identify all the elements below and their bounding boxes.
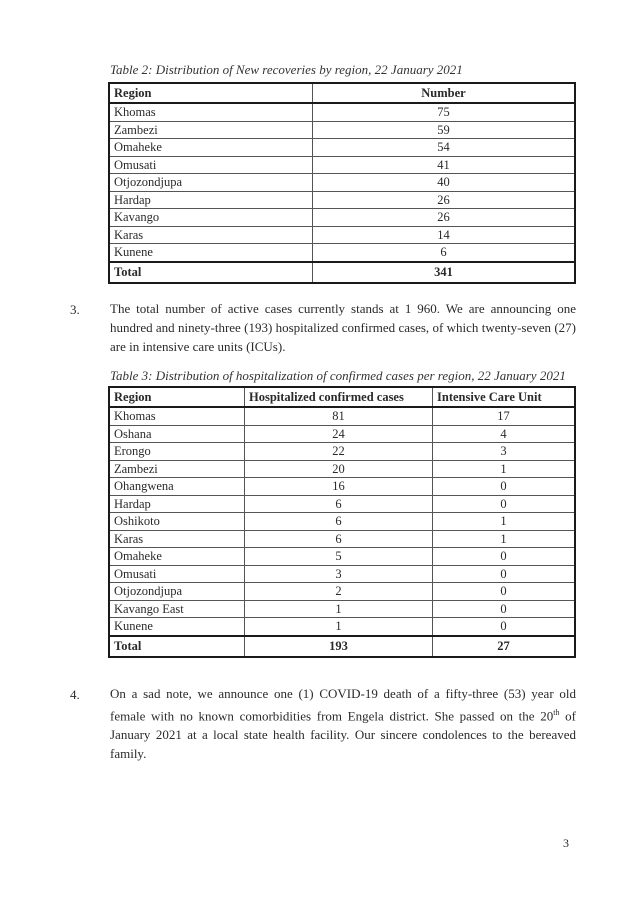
region-cell: Otjozondjupa	[109, 583, 245, 601]
region-cell: Kavango	[109, 209, 313, 227]
table2-header-number: Number	[313, 83, 576, 103]
value-cell: 1	[245, 600, 433, 618]
value-cell: 1	[433, 513, 576, 531]
para4-text	[110, 684, 576, 763]
table2-recoveries	[108, 82, 576, 284]
table-row	[109, 174, 575, 192]
value-cell: 1	[433, 460, 576, 478]
value-cell: 41	[313, 156, 576, 174]
value-cell: 24	[245, 425, 433, 443]
total-label: Total	[109, 262, 313, 283]
table-row	[109, 478, 575, 496]
table-row	[109, 530, 575, 548]
table-row	[109, 244, 575, 262]
table-row	[109, 460, 575, 478]
region-cell: Erongo	[109, 443, 245, 461]
region-cell: Khomas	[109, 103, 313, 121]
para3-text: The total number of active cases currently stands at 1 960. We are announcing one hundred and ninety-three (193) hospitalized confirmed cases, of which twenty-seven (27) are in intensive care units (ICUs).	[110, 301, 576, 354]
para4-number: 4.	[70, 687, 80, 702]
region-cell: Omaheke	[109, 548, 245, 566]
table-row	[109, 407, 575, 425]
region-cell: Karas	[109, 226, 313, 244]
value-cell: 1	[245, 618, 433, 636]
table-row	[109, 156, 575, 174]
value-cell: 75	[313, 103, 576, 121]
region-cell: Ohangwena	[109, 478, 245, 496]
para4-text-b: of January 2021 at a local state health facility. Our sincere condolences to the bereaved family.	[110, 708, 576, 762]
region-cell: Oshikoto	[109, 513, 245, 531]
region-cell: Otjozondjupa	[109, 174, 313, 192]
value-cell: 0	[433, 618, 576, 636]
table-row	[109, 600, 575, 618]
value-cell: 26	[313, 191, 576, 209]
value-cell: 5	[245, 548, 433, 566]
value-cell: 4	[433, 425, 576, 443]
value-cell: 2	[245, 583, 433, 601]
total-label: Total	[109, 636, 245, 657]
table3-header-hospitalized: Hospitalized confirmed cases	[245, 387, 433, 407]
value-cell: 6	[245, 495, 433, 513]
value-cell: 6	[245, 530, 433, 548]
value-cell: 0	[433, 495, 576, 513]
total-value: 27	[433, 636, 576, 657]
region-cell: Omaheke	[109, 139, 313, 157]
value-cell: 0	[433, 478, 576, 496]
table2-caption: Table 2: Distribution of New recoveries by region, 22 January 2021	[110, 62, 463, 77]
value-cell: 26	[313, 209, 576, 227]
value-cell: 3	[245, 565, 433, 583]
table-row	[109, 513, 575, 531]
value-cell: 81	[245, 407, 433, 425]
table-row	[109, 548, 575, 566]
para4-text-a: On a sad note, we announce one (1) COVID-19 death of a fifty-three (53) year old female with no known comorbidities from Engela district. She passed on the 20	[110, 686, 576, 724]
table3-header-region: Region	[109, 387, 245, 407]
table3-hospitalization	[108, 386, 576, 658]
value-cell: 0	[433, 600, 576, 618]
value-cell: 40	[313, 174, 576, 192]
region-cell: Oshana	[109, 425, 245, 443]
table2-header-region: Region	[109, 83, 313, 103]
table-row	[109, 209, 575, 227]
value-cell: 20	[245, 460, 433, 478]
region-cell: Kavango East	[109, 600, 245, 618]
value-cell: 0	[433, 565, 576, 583]
table-row	[109, 618, 575, 636]
table3-header-icu: Intensive Care Unit	[433, 387, 576, 407]
table-row	[109, 103, 575, 121]
table3-caption: Table 3: Distribution of hospitalization of confirmed cases per region, 22 January 2021	[110, 368, 566, 383]
para4-sup: th	[553, 708, 560, 717]
region-cell: Omusati	[109, 565, 245, 583]
total-row	[109, 262, 575, 283]
value-cell: 54	[313, 139, 576, 157]
table-row	[109, 583, 575, 601]
table-row	[109, 226, 575, 244]
region-cell: Zambezi	[109, 460, 245, 478]
table-row	[109, 121, 575, 139]
region-cell: Zambezi	[109, 121, 313, 139]
table-row	[109, 139, 575, 157]
value-cell: 14	[313, 226, 576, 244]
value-cell: 0	[433, 548, 576, 566]
table-row	[109, 495, 575, 513]
total-value: 341	[313, 262, 576, 283]
region-cell: Hardap	[109, 191, 313, 209]
region-cell: Omusati	[109, 156, 313, 174]
region-cell: Kunene	[109, 244, 313, 262]
value-cell: 6	[313, 244, 576, 262]
value-cell: 6	[245, 513, 433, 531]
region-cell: Hardap	[109, 495, 245, 513]
value-cell: 1	[433, 530, 576, 548]
region-cell: Kunene	[109, 618, 245, 636]
table-row	[109, 565, 575, 583]
region-cell: Karas	[109, 530, 245, 548]
value-cell: 3	[433, 443, 576, 461]
total-row	[109, 636, 575, 657]
total-value: 193	[245, 636, 433, 657]
value-cell: 16	[245, 478, 433, 496]
table-row	[109, 443, 575, 461]
value-cell: 0	[433, 583, 576, 601]
value-cell: 22	[245, 443, 433, 461]
para3-number: 3.	[70, 302, 80, 317]
value-cell: 59	[313, 121, 576, 139]
table-row	[109, 191, 575, 209]
table-row	[109, 425, 575, 443]
region-cell: Khomas	[109, 407, 245, 425]
value-cell: 17	[433, 407, 576, 425]
page-number: 3	[563, 836, 569, 850]
